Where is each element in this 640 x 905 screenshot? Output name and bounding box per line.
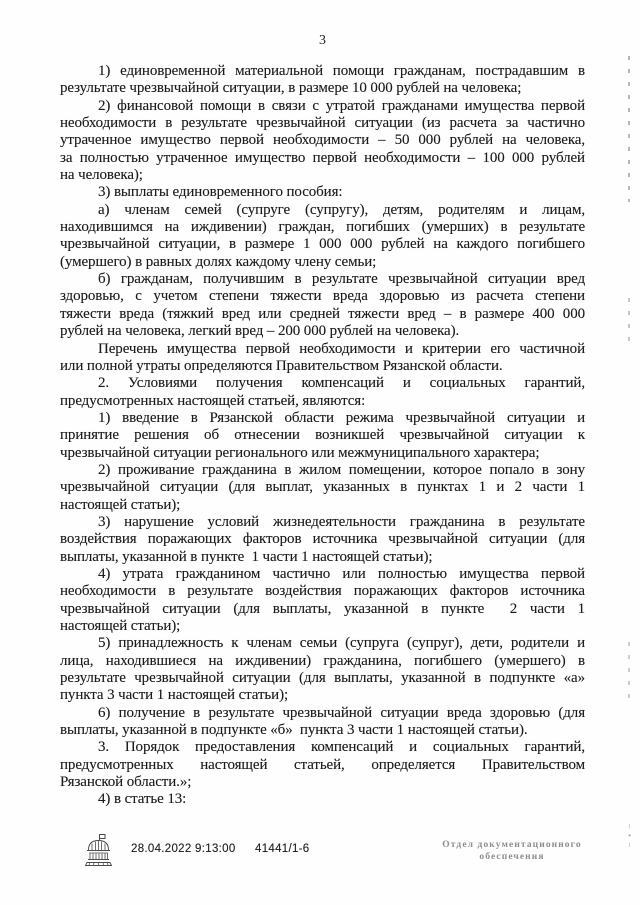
page-number: 3: [319, 33, 326, 48]
text-line: а) членам семей (супруге (супругу), детям, родителям и лицам,: [98, 201, 585, 218]
text-line: результате чрезвычайной ситуации, в размере 10 000 рублей на человека;: [60, 80, 522, 97]
text-line: предусмотренных настоящей статьей, являются:: [60, 392, 366, 409]
text-line: предусмотренных настоящей статьей, определяется Правительством: [60, 756, 585, 773]
text-line: пункта 3 части 1 настоящей статьи);: [60, 687, 289, 704]
department-stamp-line2: обеспечения: [479, 851, 545, 862]
text-line: 4) утрата гражданином частично или полностью имущества первой: [98, 565, 585, 582]
text-line: Перечень имущества первой необходимости и критерии его частичной: [98, 340, 585, 357]
text-line: необходимости в результате чрезвычайной ситуации (из расчета за частично: [60, 115, 585, 132]
text-line: воздействия поражающих факторов источника чрезвычайной ситуации (для: [60, 531, 585, 548]
scan-artifact: [628, 298, 630, 342]
text-line: б) гражданам, получившим в результате чрезвычайной ситуации вред: [98, 271, 585, 288]
text-line: здоровью, с учетом степени тяжести вреда здоровью из расчета степени: [60, 288, 585, 305]
text-line: 2) финансовой помощи в связи с утратой гражданами имущества первой: [98, 97, 585, 114]
text-line: результате чрезвычайной ситуации (для выплаты, указанной в подпункте «а»: [60, 670, 585, 687]
text-line: за полностью утраченное имущество первой необходимости – 100 000 рублей: [60, 149, 585, 166]
document-body: [60, 63, 585, 809]
government-building-emblem-icon: [83, 833, 114, 868]
text-line: Рязанской области.»;: [60, 774, 192, 791]
text-line: необходимости в результате воздействия поражающих факторов источника: [60, 583, 585, 600]
registration-number: 41441/1-6: [255, 843, 310, 855]
text-line: (умершего) в равных долях каждому члену семьи;: [60, 253, 377, 270]
text-line: чрезвычайной ситуации, в размере 1 000 000 рублей на каждого погибшего: [60, 236, 585, 253]
text-line: 3) нарушение условий жизнедеятельности гражданина в результате: [98, 513, 585, 530]
text-line: 6) получение в результате чрезвычайной ситуации вреда здоровью (для: [98, 704, 585, 721]
text-line: рублей на человека, легкий вред – 200 000 рублей на человека).: [60, 323, 460, 340]
scan-artifact: [628, 642, 630, 704]
text-line: 3) выплаты единовременного пособия:: [98, 184, 343, 201]
text-line: выплаты, указанной в пункте 1 части 1 настоящей статьи);: [60, 548, 433, 565]
text-line: находившимся на иждивении) граждан, погибших (умерших) в результате: [60, 219, 585, 236]
department-stamp-line1: Отдел документационного: [442, 840, 582, 850]
text-line: настоящей статьи);: [60, 618, 181, 634]
scan-artifact-edge-note: – • –: [625, 824, 634, 849]
text-line: 2. Условиями получения компенсаций и социальных гарантий,: [98, 375, 585, 392]
text-line: 4) в статье 13:: [98, 791, 187, 808]
text-line: на человека);: [60, 167, 143, 184]
text-line: 5) принадлежность к членам семьи (супруга (супруг), дети, родители и: [98, 635, 585, 652]
text-line: 3. Порядок предоставления компенсаций и социальных гарантий,: [98, 739, 585, 756]
text-line: чрезвычайной ситуации (для выплат, указанных в пунктах 1 и 2 части 1: [60, 479, 585, 496]
text-line: 2) проживание гражданина в жилом помещении, которое попало в зону: [98, 461, 585, 478]
text-line: 1) единовременной материальной помощи гражданам, пострадавшим в: [98, 63, 585, 79]
registration-datetime: 28.04.2022 9:13:00: [131, 843, 236, 855]
text-line: 1) введение в Рязанской области режима чрезвычайной ситуации и: [98, 409, 585, 426]
text-line: тяжести вреда (тяжкий вред или средней тяжести вред – в размере 400 000: [60, 305, 585, 322]
text-line: настоящей статьи);: [60, 496, 181, 513]
text-line: чрезвычайной ситуации (для выплаты, указанной в пункте 2 части 1: [60, 600, 585, 617]
department-stamp: [436, 840, 588, 863]
scan-artifact: [628, 56, 630, 202]
text-line: принятие решения об отнесении возникшей чрезвычайной ситуации к: [60, 427, 585, 444]
text-line: чрезвычайной ситуации регионального или межмуниципального характера;: [60, 444, 540, 461]
text-line: выплаты, указанной в подпункте «б» пункта 3 части 1 настоящей статьи).: [60, 722, 528, 739]
text-line: утраченное имущество первой необходимости – 50 000 рублей на человека,: [60, 132, 585, 149]
text-line: лица, находившиеся на иждивении) гражданина, погибшего (умершего) в: [60, 652, 585, 669]
text-line: или полной утраты определяются Правительством Рязанской области.: [60, 357, 503, 374]
